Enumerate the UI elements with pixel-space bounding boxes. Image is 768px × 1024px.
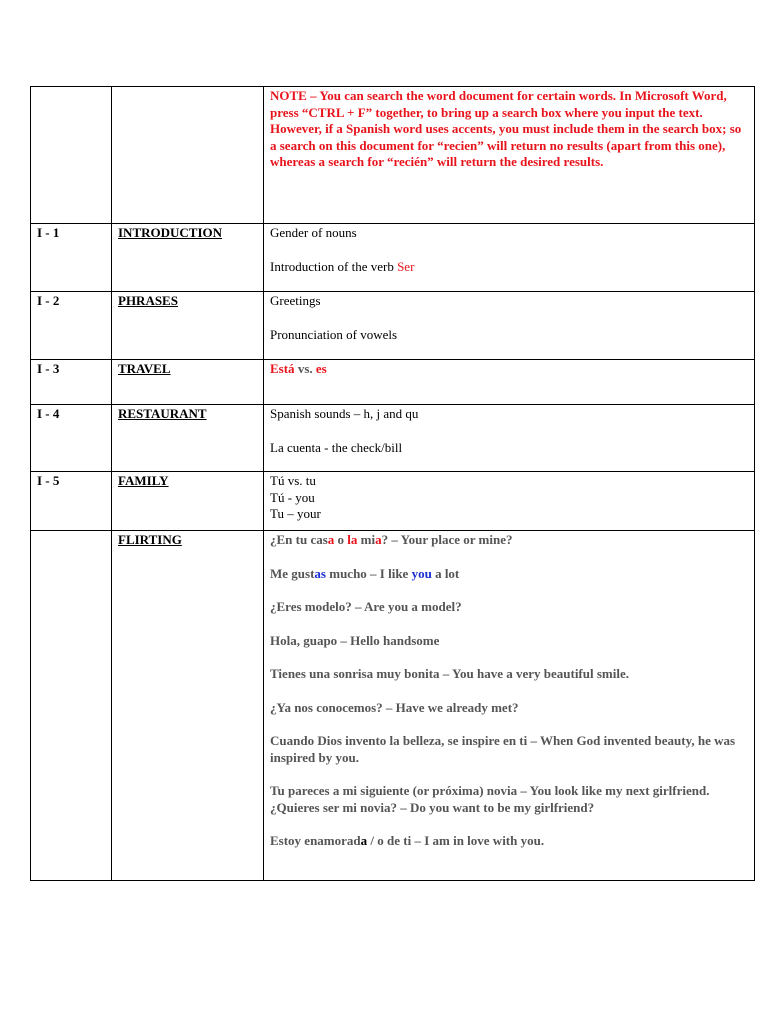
lesson-code: I - 4 — [31, 405, 112, 472]
table-row — [31, 405, 755, 472]
table-row — [31, 360, 755, 405]
content-line: Gender of nouns — [270, 225, 357, 240]
lesson-table — [30, 86, 755, 881]
phrase: Hola, guapo – Hello handsome — [270, 632, 440, 648]
content-line: Tú - you — [270, 489, 315, 505]
phrase: ¿Ya nos conocemos? – Have we already met? — [270, 699, 519, 715]
highlight-word: Ser — [397, 258, 415, 274]
phrase: Tu pareces a mi siguiente (or próxima) novia – You look like my next girlfriend. — [270, 783, 710, 798]
content-line: La cuenta - the check/bill — [270, 439, 403, 455]
lesson-topic: FAMILY — [112, 472, 264, 531]
phrase: ¿Quieres ser mi novia? – Do you want to be my girlfriend? — [270, 799, 595, 815]
empty-cell — [31, 87, 112, 224]
lesson-content — [264, 292, 755, 360]
table-row — [31, 224, 755, 292]
phrase: Tienes una sonrisa muy bonita – You have a very beautiful smile. — [270, 666, 629, 681]
content-line: Introduction of the verb Ser — [270, 258, 415, 274]
note-cell — [264, 87, 755, 224]
phrase: Estoy enamorada / o de ti – I am in love with you. — [270, 833, 545, 848]
lesson-code: I - 3 — [31, 360, 112, 405]
lesson-content — [264, 405, 755, 472]
content-line: Greetings — [270, 293, 321, 308]
lesson-topic: PHRASES — [112, 292, 264, 360]
table-row — [31, 531, 755, 881]
empty-cell — [112, 87, 264, 224]
content-line: Tu – your — [270, 506, 321, 521]
lesson-code — [31, 531, 112, 881]
lesson-topic: RESTAURANT — [112, 405, 264, 472]
lesson-code: I - 5 — [31, 472, 112, 531]
table-row — [31, 292, 755, 360]
phrase: Me gustas mucho – I like you a lot — [270, 565, 460, 581]
content-line: Spanish sounds – h, j and qu — [270, 406, 419, 421]
lesson-code: I - 2 — [31, 292, 112, 360]
phrase: ¿En tu casa o la mia? – Your place or mine? — [270, 532, 513, 547]
table-row — [31, 472, 755, 531]
lesson-content — [264, 360, 755, 405]
lesson-code: I - 1 — [31, 224, 112, 292]
content-line: Tú vs. tu — [270, 473, 316, 488]
lesson-topic: INTRODUCTION — [112, 224, 264, 292]
lesson-topic: TRAVEL — [112, 360, 264, 405]
phrase: ¿Eres modelo? – Are you a model? — [270, 599, 462, 614]
content-line: Pronunciation of vowels — [270, 326, 398, 342]
content-line: Está vs. es — [270, 361, 327, 376]
phrase: Cuando Dios invento la belleza, se inspire en ti – When God invented beauty, he was inspired by you. — [270, 733, 736, 765]
lesson-content — [264, 224, 755, 292]
lesson-topic: FLIRTING — [112, 531, 264, 881]
table-row-note — [31, 87, 755, 224]
lesson-content — [264, 531, 755, 881]
note-line-2: However, if a Spanish word uses accents, you must include them in the search box; so a search on this document for “recien” will return no results (apart from this one), whereas a search for “recién” will return the desired results. — [270, 121, 742, 169]
note-line-1: NOTE – You can search the word document for certain words. In Microsoft Word, press “CTRL + F” together, to bring up a search box where you input the text. — [270, 88, 727, 120]
lesson-content — [264, 472, 755, 531]
